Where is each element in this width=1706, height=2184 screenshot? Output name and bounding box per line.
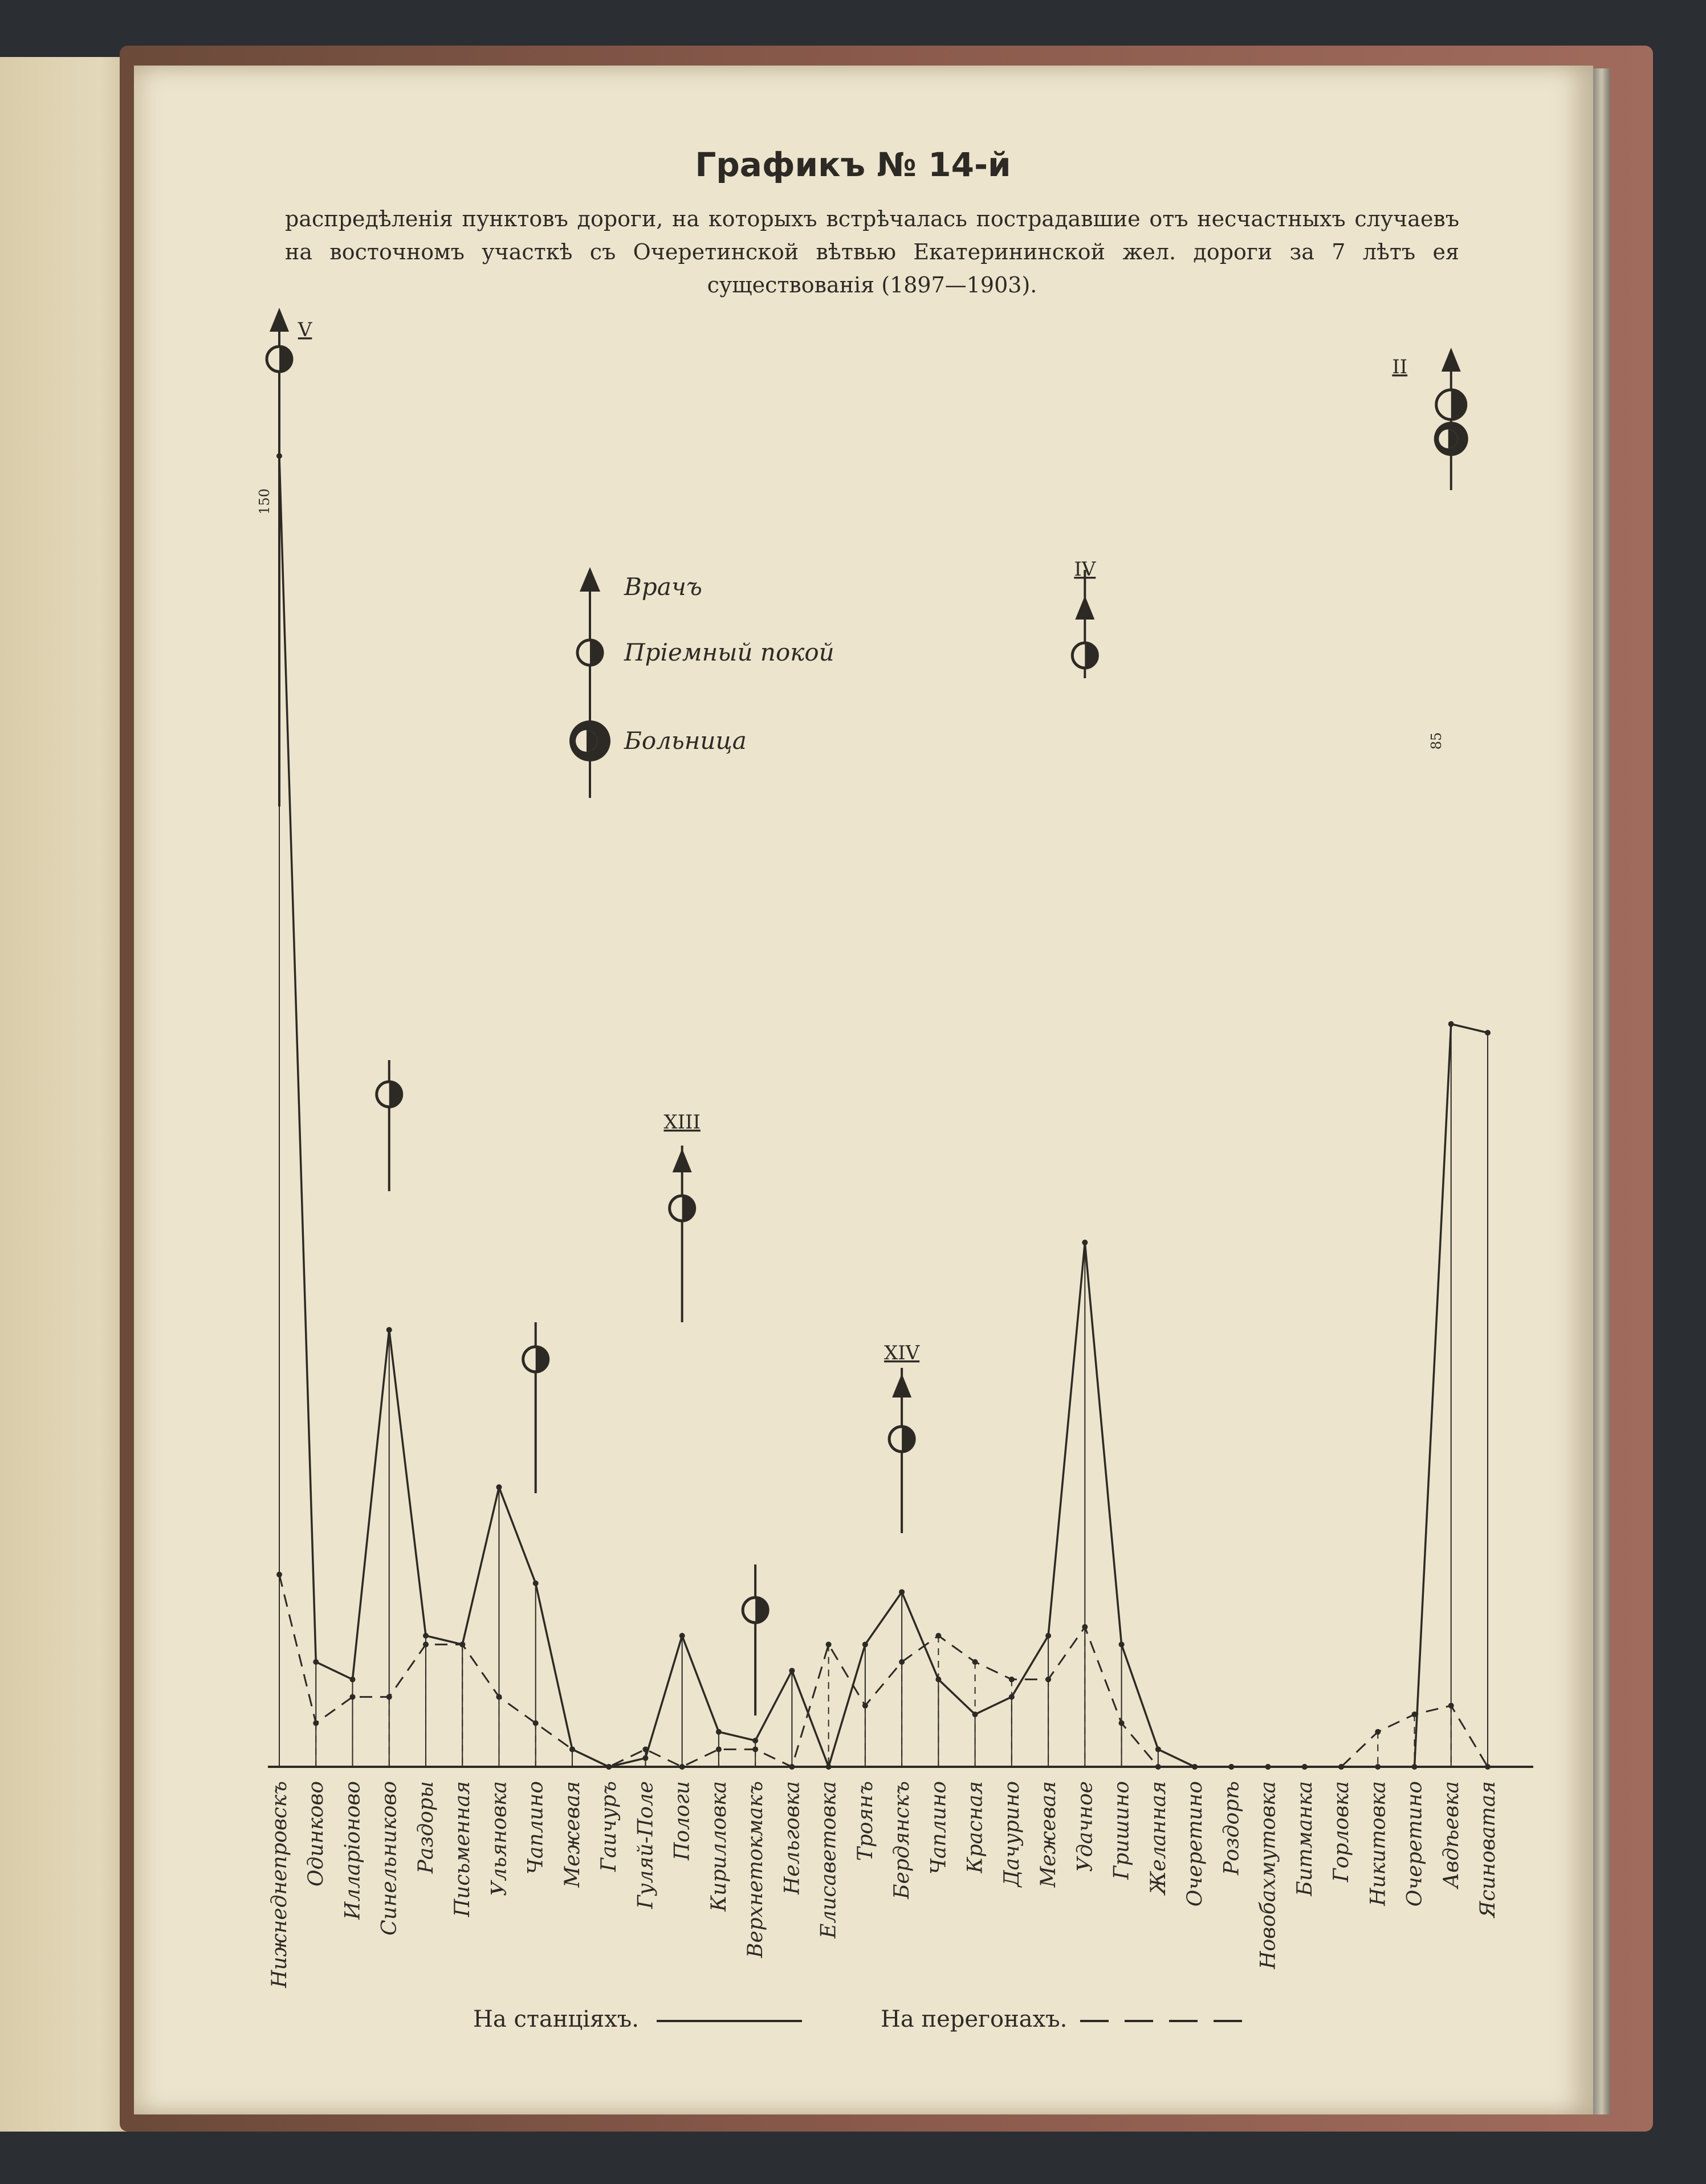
category-label: Бердянскъ [890, 1781, 914, 1899]
category-label: Гуляй-Поле [634, 1781, 658, 1909]
data-point [862, 1641, 868, 1647]
category-label: Удачное [1073, 1781, 1097, 1872]
data-point [386, 1327, 392, 1333]
data-point [752, 1746, 758, 1752]
category-label: Троянъ [853, 1781, 877, 1861]
data-point [789, 1764, 795, 1770]
data-point [1302, 1764, 1308, 1770]
data-point [569, 1746, 575, 1752]
data-point [606, 1764, 612, 1770]
data-point [679, 1633, 685, 1639]
chart-title: Графикъ № 14-й [695, 145, 1011, 184]
series-stretches [279, 1575, 1488, 1767]
data-point [899, 1589, 905, 1595]
half-circle-fill [1451, 390, 1466, 419]
roman-marker-v: V [298, 319, 312, 341]
category-label: Гришино [1110, 1781, 1134, 1880]
data-point [972, 1712, 978, 1717]
data-point [1155, 1764, 1161, 1770]
data-point [313, 1659, 319, 1665]
data-point [276, 1572, 282, 1578]
data-point [1448, 1703, 1454, 1709]
data-point [642, 1755, 648, 1761]
category-label: Илларіоново [341, 1781, 365, 1920]
data-point [862, 1703, 868, 1709]
data-point [1412, 1712, 1418, 1717]
legend-label-0: Врачъ [624, 573, 702, 601]
category-label: Межевая [560, 1781, 584, 1888]
data-point [1082, 1240, 1088, 1245]
data-point [1265, 1764, 1271, 1770]
data-point [1485, 1764, 1491, 1770]
category-label: Чаплино [524, 1781, 548, 1875]
category-label: Пологи [670, 1781, 694, 1861]
data-point [826, 1764, 832, 1770]
data-point [496, 1484, 502, 1490]
category-labels [268, 1781, 1500, 1989]
data-point [1192, 1764, 1198, 1770]
roman-marker-xiv: XIV [884, 1342, 920, 1364]
data-point [349, 1694, 355, 1700]
data-point [1045, 1677, 1051, 1682]
data-point [789, 1668, 795, 1673]
series-line-stations [279, 456, 1488, 1767]
category-label: Желанная [1146, 1781, 1170, 1894]
data-point [1045, 1633, 1051, 1639]
data-point [1448, 1021, 1454, 1027]
legend-stretches [881, 2006, 1251, 2032]
data-point [1412, 1764, 1418, 1770]
data-point [496, 1694, 502, 1700]
chart-subtitle: распредѣленія пунктовъ дороги, на которыхъ встрѣчалась пострадавшие отъ несчастныхъ случаевъ на восточномъ участкѣ съ Очеретинской вѣтвью Екатерининской жел. дороги за 7 лѣтъ ея существованія (1897—1903). [285, 206, 1459, 298]
data-point [349, 1677, 355, 1682]
category-label: Кирилловка [707, 1781, 731, 1912]
data-point [533, 1720, 539, 1726]
data-point [935, 1633, 941, 1639]
triangle-icon [892, 1374, 911, 1397]
category-label: Ясиноватая [1476, 1781, 1500, 1918]
data-point [1375, 1764, 1381, 1770]
triangle-icon [270, 308, 289, 332]
series-line-stretches [279, 1575, 1488, 1767]
series-stations [279, 456, 1488, 1767]
category-label: Никитовка [1366, 1781, 1390, 1906]
category-label: Нельговка [780, 1781, 804, 1895]
data-point [752, 1738, 758, 1743]
legend-stations-label: На станціяхъ. [473, 2006, 639, 2032]
category-label: Роздорѣ [1220, 1781, 1244, 1875]
legend-label-2: Больница [624, 727, 747, 755]
data-point [533, 1580, 539, 1586]
data-points [276, 453, 1491, 1770]
category-label: Очеретино [1403, 1781, 1427, 1907]
triangle-icon [1442, 348, 1461, 372]
data-point [313, 1720, 319, 1726]
category-label: Межевая [1037, 1781, 1061, 1888]
category-label: Письменная [451, 1781, 475, 1917]
data-point [1082, 1624, 1088, 1630]
drop-lines [279, 456, 1488, 1767]
roman-marker-iv: IV [1074, 558, 1096, 581]
category-label: Чаплино [927, 1781, 951, 1875]
symbol-legend [569, 567, 834, 798]
roman-marker-ii: II [1392, 356, 1408, 378]
triangle-icon [673, 1148, 692, 1172]
data-point [1009, 1677, 1015, 1682]
category-label: Синельниково [377, 1781, 401, 1936]
data-point [826, 1641, 832, 1647]
category-label: Елисаветовка [817, 1781, 841, 1938]
category-label: Одинково [304, 1781, 328, 1887]
legend-label-1: Пріемный покой [624, 638, 834, 666]
category-label: Верхнетокмакъ [744, 1781, 768, 1958]
category-label: Нижнеднепровскъ [268, 1781, 291, 1988]
data-point [642, 1746, 648, 1752]
data-point [1155, 1746, 1161, 1752]
data-point [972, 1659, 978, 1665]
data-point [679, 1764, 685, 1770]
category-label: Очеретино [1183, 1781, 1207, 1907]
data-point [1009, 1694, 1015, 1700]
category-label: Раздоры [414, 1781, 438, 1874]
data-point [459, 1641, 465, 1647]
data-point [1485, 1030, 1491, 1036]
category-label: Горловка [1330, 1781, 1354, 1883]
data-point [423, 1641, 429, 1647]
roman-marker-xiii: XIII [663, 1111, 701, 1134]
data-point [1119, 1720, 1125, 1726]
data-point [1228, 1764, 1234, 1770]
category-label: Дачурино [1000, 1781, 1024, 1887]
axis-label-150: 150 [256, 488, 272, 515]
category-label: Новобахмутовка [1256, 1781, 1280, 1969]
legend-solid-line [657, 2015, 805, 2027]
data-point [716, 1729, 722, 1735]
axis-label-85: 85 [1428, 732, 1444, 750]
data-point [423, 1633, 429, 1639]
chart-axis [256, 488, 1533, 1767]
category-label: Ульяновка [487, 1781, 511, 1896]
category-label: Красная [963, 1781, 987, 1873]
data-point [899, 1659, 905, 1665]
data-point [386, 1694, 392, 1700]
data-point [716, 1746, 722, 1752]
category-label: Авдѣевка [1439, 1781, 1463, 1889]
category-label: Битманка [1293, 1781, 1317, 1896]
triangle-icon [1075, 596, 1094, 620]
triangle-icon [580, 567, 600, 592]
facility-markers [267, 308, 1468, 1716]
data-point [1338, 1764, 1344, 1770]
data-point [1119, 1641, 1125, 1647]
legend-dashed-line [1080, 2015, 1251, 2027]
data-point [935, 1677, 941, 1682]
legend-stretches-label: На перегонахъ. [881, 2006, 1068, 2032]
legend-stations [473, 2006, 805, 2032]
category-label: Гаичуръ [597, 1781, 621, 1872]
data-point [1375, 1729, 1381, 1735]
